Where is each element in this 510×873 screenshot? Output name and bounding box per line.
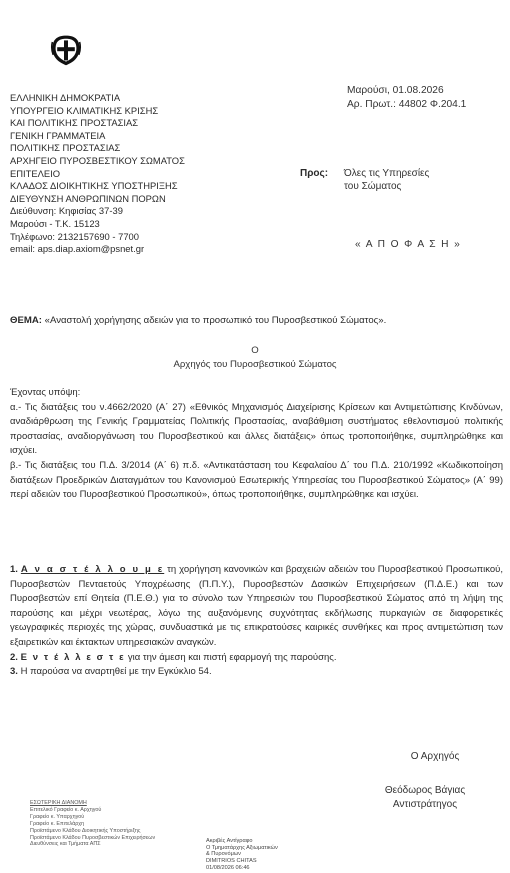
internal-distribution: [30, 800, 230, 848]
subject-text: «Αναστολή χορήγησης αδειών για το προσωπικό του Πυροσβεστικού Σώματος».: [41, 315, 387, 326]
authority-line: ΕΠΙΤΕΛΕΙΟ: [10, 167, 61, 179]
authority-line: ΠΟΛΙΤΙΚΗΣ ΠΡΟΣΤΑΣΙΑΣ: [10, 142, 121, 154]
phone-line: Τηλέφωνο: 2132157690 - 7700: [10, 230, 139, 242]
recipient-line: του Σώματος: [344, 181, 402, 192]
stamp-line: DIMITRIOS CHITAS: [206, 858, 257, 865]
stamp-line: Ο Τμηματάρχης Αξιωματικών: [206, 844, 278, 851]
authority-line: ΓΕΝΙΚΗ ΓΡΑΜΜΑΤΕΙΑ: [10, 129, 106, 141]
decision-item-1: [10, 563, 503, 651]
distribution-item: Διευθύνσεις και Τμήματα ΑΠΣ: [30, 841, 101, 848]
issuer-title: Αρχηγός του Πυροσβεστικού Σώματος: [173, 359, 337, 370]
considerations-intro: Έχοντας υπόψη:: [10, 387, 81, 398]
distribution-item: Προϊστάμενο Κλάδου Πυροσβεστικών Επιχειρήσεων: [30, 834, 156, 841]
distribution-item: Γραφείο κ. Υπαρχηγού: [30, 813, 85, 820]
distribution-title: ΕΣΩΤΕΡΙΚΗ ΔΙΑΝΟΜΗ: [30, 800, 87, 806]
authority-line: ΕΛΛΗΝΙΚΗ ΔΗΜΟΚΡΑΤΙΑ: [10, 92, 121, 103]
address-line: Διεύθυνση: Κηφισίας 37-39: [10, 205, 123, 217]
stamp-line: & Πυρονόμων: [206, 851, 241, 858]
email-line: email: aps.diap.axiom@psnet.gr: [10, 243, 145, 255]
decision-verb: Α ν α σ τ έ λ λ ο υ μ ε: [20, 564, 165, 575]
issuing-authority-block: [10, 92, 280, 256]
date-protocol-block: [347, 84, 507, 111]
authority-line: ΚΛΑΔΟΣ ΔΙΟΙΚΗΤΙΚΗΣ ΥΠΟΣΤΗΡΙΞΗΣ: [10, 180, 178, 192]
recipient-line: Όλες τις Υπηρεσίες: [344, 168, 430, 179]
decision-item-3: [10, 665, 503, 680]
decision-text: τη χορήγηση κανονικών και βραχειών αδειών του Πυροσβεστικού Προσωπικού, Πυροσβεστών Πενταετούς Υποχρέωσης (Π.Π.Υ.), Πυροσβεστών Δασικών Επιχειρήσεων (Π.Δ.Ε.) και των Πυροσβεστών επί Θητεία (Π.Ε.Θ.) για το σύνολο των Υπηρεσιών του Πυροσβεστικού Σώματος από τη λήψη της παρούσης και μέχρι νεωτέρας, λόγω της αυξανόμενης συχνότητας εκδήλωσης πυρκαγιών σε διαφορετικές γεωγραφικές περιοχές της χώρας, συνδυαστικά με τις επικρατούσες καιρικές συνθήκες και προς αντιμετώπιση των εξαιρετικών και έκτακτων υπηρεσιακών αναγκών.: [10, 564, 503, 648]
decisions-block: [10, 563, 503, 680]
stamp-line: 01/08/2026 06:46: [206, 864, 250, 871]
decision-text: για την άμεση και πιστή εφαρμογή της παρούσης.: [125, 651, 337, 663]
signatory-rank: Αντιστράτηγος: [392, 799, 458, 810]
signatory-role: Ο Αρχηγός: [410, 751, 460, 762]
subject-label: ΘΕΜΑ:: [10, 315, 42, 326]
authority-line: ΑΡΧΗΓΕΙΟ ΠΥΡΟΣΒΕΣΤΙΚΟΥ ΣΩΜΑΤΟΣ: [10, 154, 185, 166]
authority-line: ΔΙΕΥΘΥΝΣΗ ΑΝΘΡΩΠΙΝΩΝ ΠΟΡΩΝ: [10, 192, 166, 204]
decision-verb: Ε ν τ έ λ λ ε σ τ ε: [20, 651, 126, 663]
consideration-item: α.- Τις διατάξεις του ν.4662/2020 (Α΄ 27) «Εθνικός Μηχανισμός Διαχείρισης Κρίσεων και Αντιμετώπισης Κινδύνων, αναδιάρθρωση της Γενικής Γραμματείας Πολιτικής Προστασίας, αναβάθμιση συστήματος εθελοντισμού πολιτικής προστασίας, αναδιοργάνωση του Πυροσβεστικού και άλλες διατάξεις» όπως τροποποιήθηκε, συμπληρώθηκε και ισχύει.: [10, 401, 503, 457]
decision-item-2: [10, 651, 503, 666]
recipient-label: Προς:: [300, 168, 329, 179]
subject-line: [10, 315, 505, 326]
considerations-block: [10, 386, 503, 503]
coat-of-arms-icon: [50, 34, 82, 66]
issuer-article: Ο: [251, 345, 259, 356]
distribution-item: Προϊστάμενο Κλάδου Διοικητικής Υποστήριξης: [30, 827, 141, 834]
decision-title: « Α Π Ο Φ Α Σ Η »: [355, 239, 462, 250]
postal-line: Μαρούσι - Τ.Κ. 15123: [10, 217, 100, 229]
decision-text: Η παρούσα να αναρτηθεί με την Εγκύκλιο 54.: [17, 666, 212, 678]
distribution-item: Επιτελικό Γραφείο κ. Αρχηγού: [30, 806, 102, 813]
decision-number: 3.: [10, 666, 18, 678]
document-date: Μαρούσι, 01.08.2026: [347, 85, 444, 96]
decision-number: 2.: [10, 651, 18, 663]
decision-number: 1.: [10, 564, 18, 575]
certified-copy-stamp: [206, 838, 278, 872]
protocol-number: Αρ. Πρωτ.: 44802 Φ.204.1: [347, 98, 467, 110]
distribution-item: Γραφείο κ. Επιτελάρχη: [30, 820, 85, 827]
authority-line: ΥΠΟΥΡΓΕΙΟ ΚΛΙΜΑΤΙΚΗΣ ΚΡΙΣΗΣ: [10, 104, 159, 116]
signatory-name: Θεόδωρος Βάγιας: [384, 785, 466, 796]
consideration-item: β.- Τις διατάξεις του Π.Δ. 3/2014 (Α΄ 6) π.δ. «Αντικατάσταση του Κεφαλαίου Δ΄ του Π.Δ. 210/1992 «Κωδικοποίηση διατάξεων Προεδρικών Διαταγμάτων του Κανονισμού Εσωτερικής Υπηρεσίας του Πυροσβεστικού Σώματος» (Α΄ 99) περί αδειών του Πυροσβεστικού Προσωπικού», όπως τροποποιήθηκε, συμπληρώθηκε και ισχύει.: [10, 459, 503, 501]
stamp-line: Ακριβές Αντίγραφο: [206, 838, 253, 844]
authority-line: ΚΑΙ ΠΟΛΙΤΙΚΗΣ ΠΡΟΣΤΑΣΙΑΣ: [10, 117, 139, 129]
recipient-block: [300, 167, 430, 192]
